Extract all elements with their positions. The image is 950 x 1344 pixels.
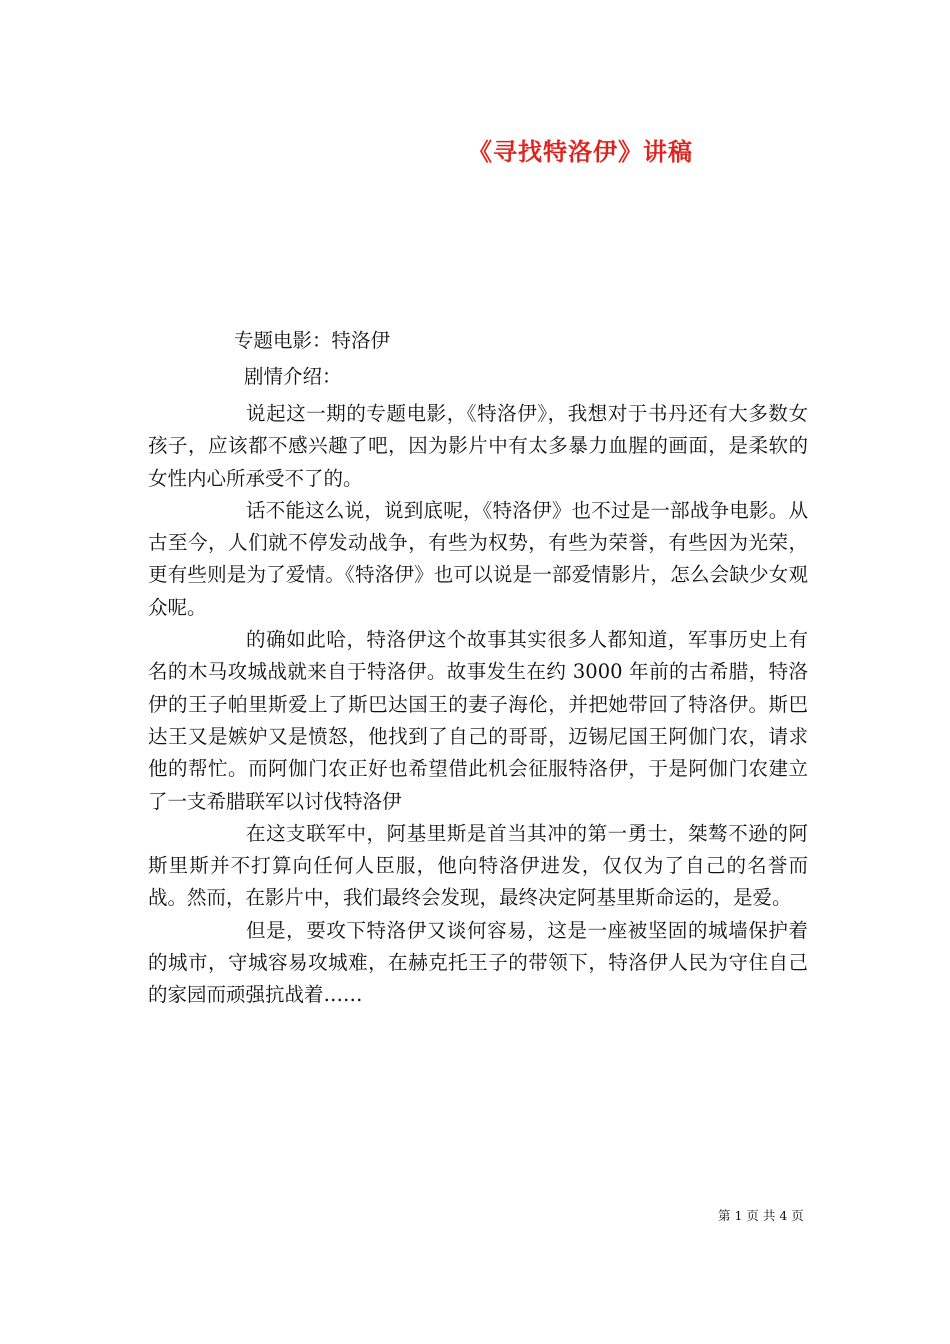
page-footer: 第 1 页 共 4 页 — [718, 1208, 804, 1223]
paragraph: 说起这一期的专题电影，《特洛伊》，我想对于书丹还有大多数女孩子，应该都不感兴趣了吧，因为影片中有太多暴力血腥的画面，是柔软的女性内心所承受不了的。 — [148, 402, 808, 490]
paragraph: 话不能这么说，说到底呢，《特洛伊》也不过是一部战争电影。从古至今，人们就不停发动战争，有些为权势，有些为荣誉，有些因为光荣，更有些则是为了爱情。《特洛伊》也可以说是一部爱情影片，怎么会缺少女观众呢。 — [148, 498, 808, 619]
section-heading: 剧情介绍： — [244, 365, 342, 388]
paragraph: 在这支联军中，阿基里斯是首当其冲的第一勇士，桀骜不逊的阿斯里斯并不打算向任何人臣服，他向特洛伊进发，仅仅为了自己的名誉而战。然而，在影片中，我们最终会发现，最终决定阿基里斯命运的，是爱。 — [148, 821, 808, 910]
document-body — [148, 398, 808, 1012]
paragraph: 但是，要攻下特洛伊又谈何容易，这是一座被坚固的城墙保护着的城市，守城容易攻城难，在赫克托王子的带领下，特洛伊人民为守住自己的家园而顽强抗战着…… — [148, 918, 808, 1007]
paragraph: 的确如此哈，特洛伊这个故事其实很多人都知道，军事历史上有名的木马攻城战就来自于特洛伊。故事发生在约 3000 年前的古希腊，特洛伊的王子帕里斯爱上了斯巴达国王的妻子海伦，并把她带回了特洛伊。斯巴达王又是嫉妒又是愤怒，他找到了自己的哥哥，迈锡尼国王阿伽门农，请求他的帮忙。而阿伽门农正好也希望借此机会征服特洛伊，于是阿伽门农建立了一支希腊联军以讨伐特洛伊 — [148, 628, 808, 813]
document-title: 《寻找特洛伊》讲稿 — [468, 138, 693, 166]
subject-line: 专题电影：特洛伊 — [234, 329, 391, 352]
